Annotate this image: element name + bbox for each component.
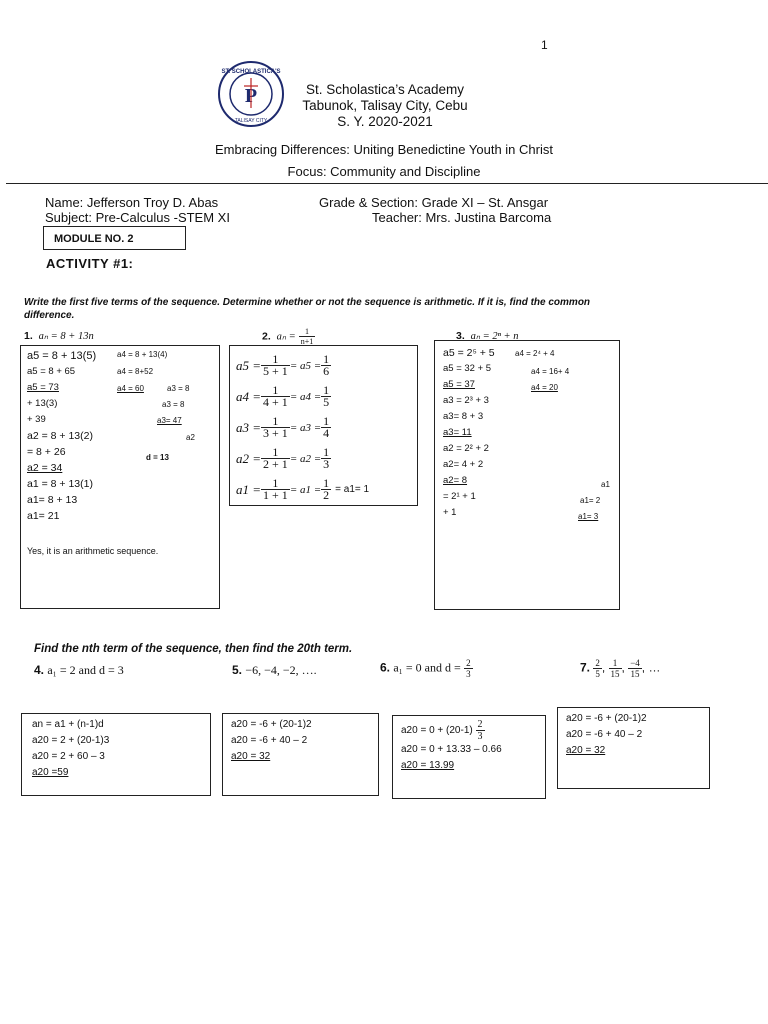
problem-3-answer-box: [434, 340, 620, 610]
p3-col2: a1: [601, 480, 610, 489]
ans5-line: a20 = -6 + (20-1)2: [231, 719, 312, 730]
p2-lhs: a2 =: [236, 450, 262, 466]
school-header: [290, 82, 480, 130]
problem-7-label: 7. $\frac{2}{5}$ , $\frac{1}{15}$ , $\frac{-4}{15}$ , …: [580, 658, 661, 679]
p1-line: + 13(3): [27, 398, 58, 409]
svg-text:P: P: [244, 85, 258, 107]
p2-num: 1: [323, 352, 330, 366]
p2-mid: = a2 =: [289, 452, 322, 465]
p2-num: 1: [323, 383, 330, 397]
p2-row: [236, 350, 369, 381]
p1-line: a2 = 34: [27, 462, 63, 474]
p3-line: + 1: [443, 507, 457, 518]
p1-col2: a3 = 8: [162, 400, 185, 409]
ans7-line: a20 = -6 + (20-1)2: [566, 713, 647, 724]
p1-common-difference: d = 13: [146, 453, 169, 462]
problem-5-answer-box: [222, 713, 379, 796]
p2-row: [236, 474, 369, 505]
p2-den: 1 + 1: [263, 488, 288, 502]
p1-line: a1= 8 + 13: [27, 494, 78, 506]
p2-num: 1: [323, 414, 330, 428]
problem-3-label: 3. aₙ = 2ⁿ + n: [456, 330, 519, 342]
p3-line: a2= 4 + 2: [443, 459, 484, 470]
p1-col2: a3 = 8: [167, 384, 190, 393]
p3-col2: a1= 2: [580, 496, 601, 505]
student-info: [45, 195, 230, 225]
part2-title: Find the nth term of the sequence, then find the 20th term.: [34, 643, 353, 655]
p3-col2: a1= 3: [578, 512, 599, 521]
p3-col2: a4 = 2⁴ + 4: [515, 349, 555, 358]
p2-mid: = a4 =: [289, 390, 322, 403]
motto: Embracing Differences: Uniting Benedictine Youth in Christ: [215, 142, 553, 157]
grade-section: Grade & Section: Grade XI – St. Ansgar: [319, 195, 549, 210]
p2-fraction: [261, 447, 290, 470]
p3-line: a2= 8: [443, 475, 468, 486]
p2-den: 2 + 1: [263, 457, 288, 471]
p2-fraction-simplified: [321, 447, 331, 470]
problem-7-answer-box: [557, 707, 710, 789]
p2-den: 6: [323, 364, 330, 378]
p2-mid: = a5 =: [289, 359, 322, 372]
p2-rows: [236, 350, 369, 505]
p2-fraction: [261, 354, 290, 377]
p2-den: 2: [323, 488, 330, 502]
focus-line: Focus: Community and Discipline: [287, 164, 481, 179]
p2-num: 1: [261, 385, 290, 397]
p2-fraction-simplified: [321, 478, 331, 501]
p1-col2: a4 = 60: [117, 384, 144, 393]
ans6-line: a20 = 0 + 13.33 – 0.66: [401, 744, 502, 755]
svg-text:TALISAY CITY: TALISAY CITY: [234, 118, 268, 124]
p3-line: a5 = 2⁵ + 5: [443, 347, 495, 359]
student-name: Name: Jefferson Troy D. Abas: [45, 195, 219, 210]
p2-row: [236, 443, 369, 474]
p2-num: 1: [323, 476, 330, 490]
p3-line: a5 = 37: [443, 379, 475, 390]
problem-5-label: 5. −6, −4, −2, ….: [232, 663, 317, 677]
problem-1-answer-box: [20, 345, 220, 609]
p3-line: a2 = 2² + 2: [443, 443, 489, 454]
subject: Subject: Pre-Calculus -STEM XI: [45, 210, 230, 225]
ans5-line: a20 = 32: [231, 751, 271, 762]
p2-num: 1: [261, 478, 290, 490]
header-divider: [6, 183, 768, 184]
p2-fraction: [261, 416, 290, 439]
p2-fraction-simplified: [321, 385, 331, 408]
p1-col2: a4 = 8+52: [117, 367, 154, 376]
class-info: [319, 195, 551, 225]
instructions: Write the first five terms of the sequence. Determine whether or not the sequence is arithmetic. If it is, find the common difference.: [24, 297, 591, 321]
p1-line: a5 = 73: [27, 382, 59, 393]
p2-den: 4 + 1: [263, 395, 288, 409]
p3-col2: a4 = 16+ 4: [531, 367, 570, 376]
p1-col2: a3= 47: [157, 416, 182, 425]
p3-line: a3= 8 + 3: [443, 411, 484, 422]
p2-num: 1: [261, 354, 290, 366]
p2-num: 1: [261, 447, 290, 459]
ans4-line: an = a1 + (n-1)d: [32, 719, 104, 730]
p1-line: a5 = 8 + 65: [27, 366, 76, 377]
ans7-line: a20 = -6 + 40 – 2: [566, 729, 643, 740]
problem-6-label: 6. a₁ = 0 and d = $\frac{2}{3}$: [380, 658, 471, 679]
p1-line: + 39: [27, 414, 46, 425]
problem-2-answer-box: [229, 345, 418, 506]
page-number: 1: [541, 38, 548, 52]
module-label: MODULE NO. 2: [43, 226, 186, 250]
p1-line: a1= 21: [27, 510, 60, 522]
activity-title: ACTIVITY #1:: [46, 256, 134, 271]
ans7-line: a20 = 32: [566, 745, 606, 756]
p2-tail: = a1= 1: [335, 484, 370, 495]
ans4-line: a20 = 2 + 60 – 3: [32, 751, 105, 762]
p2-mid: = a3 =: [289, 421, 322, 434]
p2-den: 5 + 1: [263, 364, 288, 378]
p2-row: [236, 412, 369, 443]
problem-2-label: 2. aₙ = $\frac{1}{n+1}$: [262, 327, 314, 346]
p3-line: = 2¹ + 1: [443, 491, 476, 502]
p2-num: 1: [323, 445, 330, 459]
p2-fraction-simplified: [321, 354, 331, 377]
ans6-line: a20 = 13.99: [401, 760, 455, 771]
p2-lhs: a4 =: [236, 388, 262, 404]
p1-line: a2 = 8 + 13(2): [27, 430, 93, 442]
teacher: Teacher: Mrs. Justina Barcoma: [372, 210, 552, 225]
p2-fraction: [261, 385, 290, 408]
problem-6-answer-box: [392, 715, 546, 799]
school-seal-logo: [217, 60, 285, 128]
ans4-line: a20 =59: [32, 767, 69, 778]
p2-mid: = a1 =: [289, 483, 322, 496]
problem-1-label: 1. aₙ = 8 + 13n: [24, 330, 94, 342]
p2-fraction-simplified: [321, 416, 331, 439]
p1-col2: a2: [186, 433, 195, 442]
p2-fraction: [261, 478, 290, 501]
ans4-line: a20 = 2 + (20-1)3: [32, 735, 110, 746]
ans5-line: a20 = -6 + 40 – 2: [231, 735, 308, 746]
p1-line: a1 = 8 + 13(1): [27, 478, 93, 490]
p2-den: 5: [323, 395, 330, 409]
p2-row: [236, 381, 369, 412]
school-name: St. Scholastica’s Academy: [305, 82, 465, 97]
p3-line: a5 = 32 + 5: [443, 363, 492, 374]
school-year: S. Y. 2020-2021: [337, 114, 433, 129]
p2-den: 3 + 1: [263, 426, 288, 440]
p3-col2: a4 = 20: [531, 383, 558, 392]
p3-line: a3 = 2³ + 3: [443, 395, 489, 406]
ans6-line: a20 = 0 + (20-1) $\frac{2}{3}$: [401, 719, 483, 742]
p1-line: = 8 + 26: [27, 446, 66, 458]
p1-conclusion: Yes, it is an arithmetic sequence.: [27, 546, 159, 556]
p2-lhs: a3 =: [236, 419, 262, 435]
p1-line: a5 = 8 + 13(5): [27, 350, 97, 362]
p2-lhs: a5 =: [236, 357, 262, 373]
p2-num: 1: [261, 416, 290, 428]
p2-lhs: a1 =: [236, 481, 262, 497]
p1-col2: a4 = 8 + 13(4): [117, 350, 168, 359]
svg-text:ST. SCHOLASTICA'S: ST. SCHOLASTICA'S: [221, 69, 281, 75]
problem-4-answer-box: [21, 713, 211, 796]
p2-den: 3: [323, 457, 330, 471]
p3-line: a3= 11: [443, 427, 472, 438]
problem-4-label: 4. a₁ = 2 and d = 3: [34, 663, 124, 677]
school-address: Tabunok, Talisay City, Cebu: [302, 98, 468, 113]
p2-den: 4: [323, 426, 330, 440]
